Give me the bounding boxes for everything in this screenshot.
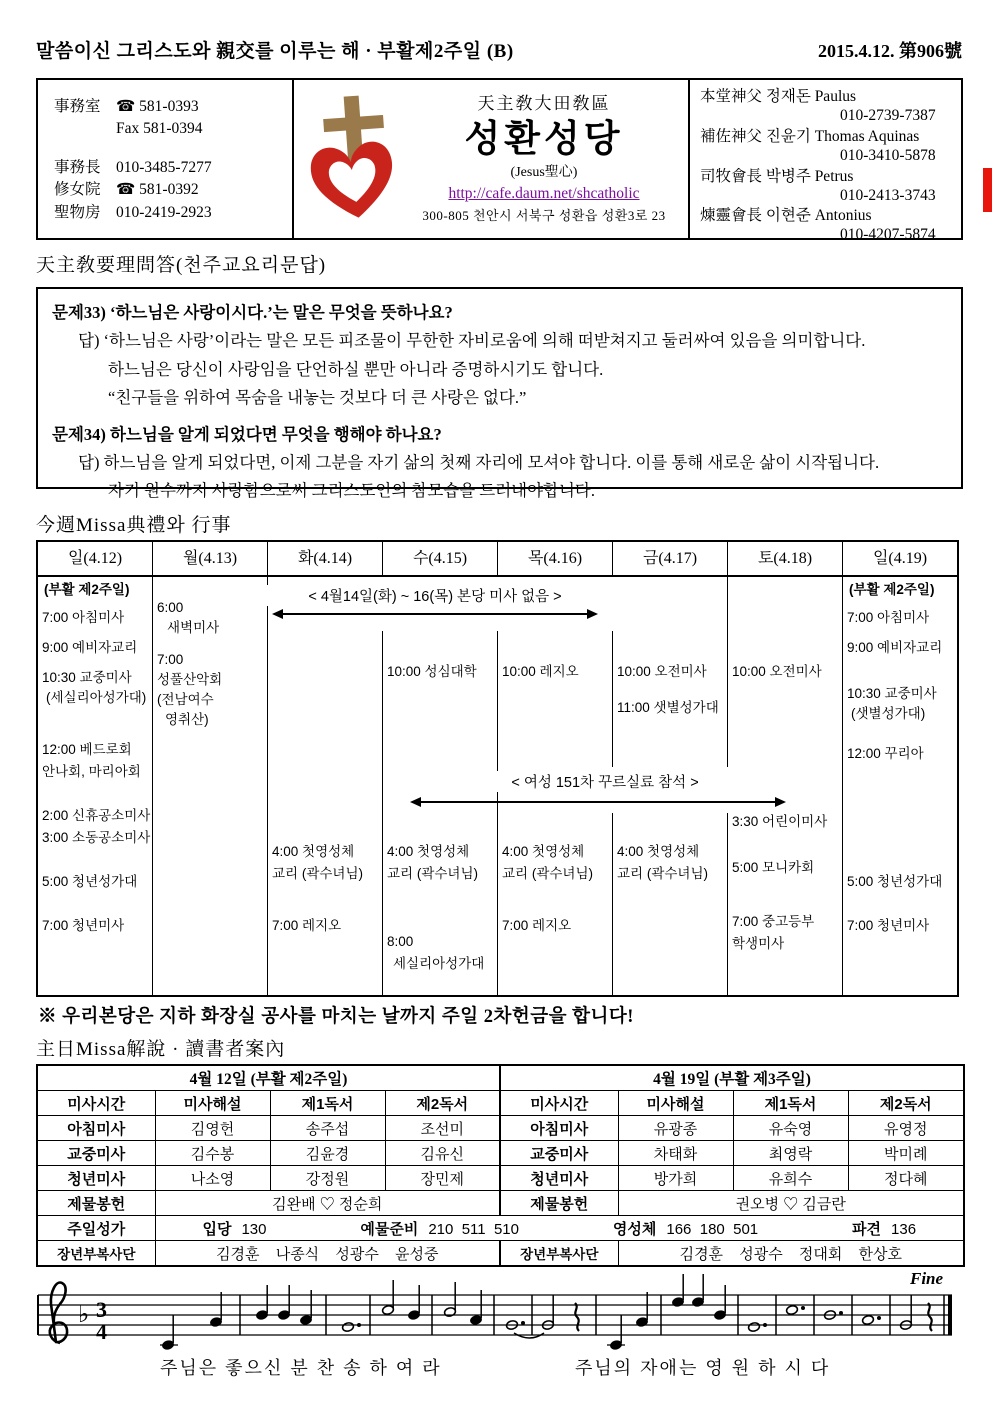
- roster-cell: 강정원: [270, 1166, 385, 1191]
- answer-33-quote: “친구들을 위하여 목숨을 내놓는 것보다 더 큰 사랑은 없다.”: [108, 388, 527, 408]
- roster-cell: 김유신: [385, 1141, 500, 1166]
- roster-cell: 유광종: [618, 1116, 733, 1141]
- contact-value: 010-3485-7277: [116, 158, 212, 176]
- time-signature-bottom: 4: [96, 1319, 107, 1344]
- roster-cell: 최영락: [733, 1141, 848, 1166]
- treble-clef-icon: [50, 1283, 67, 1343]
- contact-value: ☎ 581-0392: [116, 181, 199, 199]
- schedule-item: 9:00 예비자교리: [42, 640, 138, 655]
- contact-row: [54, 96, 286, 118]
- clergy-role: 補佐神父: [700, 127, 763, 145]
- col-header: 미사해설: [618, 1091, 733, 1116]
- mass-label: 교중미사: [500, 1141, 618, 1166]
- hymn-part-name: 입당: [202, 1220, 232, 1238]
- schedule-item: 7:00 청년미사: [42, 918, 125, 933]
- schedule-item: 세실리아성가대: [393, 956, 485, 971]
- cafe-url-link[interactable]: http://cafe.daum.net/shcatholic: [448, 185, 640, 203]
- schedule-item: 10:00 오전미사: [617, 664, 707, 679]
- clergy-entry: [700, 168, 957, 206]
- schedule-item: 4:00 첫영성체: [387, 844, 470, 859]
- question-34: 문제34) 하느님을 알게 되었다면 무엇을 행해야 하나요?: [52, 424, 442, 444]
- col-header: 미사해설: [155, 1091, 270, 1116]
- mass-label: 교중미사: [37, 1141, 155, 1166]
- clergy-name: 진윤기: [765, 127, 811, 145]
- schedule-item: 7:00 레지오: [502, 918, 572, 933]
- day-header: 일(4.19): [842, 542, 957, 575]
- contact-row: [54, 118, 286, 140]
- church-address: 300-805 천안시 서북구 성환읍 성환3로 23: [422, 208, 666, 224]
- lyrics-line-2: 주님의 자애는 영 원 하 시 다: [575, 1358, 831, 1378]
- schedule-item: 11:00 샛별성가대: [617, 700, 719, 715]
- table-row: [37, 1191, 964, 1216]
- mass-label: 아침미사: [500, 1116, 618, 1141]
- roster-cell: 박미례: [848, 1141, 964, 1166]
- clergy-phone: 010-2739-7387: [840, 106, 936, 124]
- diocese-name: 天主敎大田敎區: [477, 94, 611, 114]
- schedule-item: 3:00 소동공소미사: [42, 830, 151, 845]
- hymn-part-numbers: 166 180 501: [666, 1220, 759, 1238]
- catechism-section-title: 天主敎要理問答(천주교요리문답): [36, 255, 327, 276]
- schedule-item: 2:00 신휴공소미사: [42, 808, 151, 823]
- hymn-part-numbers: 130: [241, 1220, 267, 1238]
- table-row: [37, 1216, 964, 1241]
- col-header: 제2독서: [385, 1091, 500, 1116]
- roster-cell: 유숙영: [733, 1116, 848, 1141]
- staff-lines: [38, 1295, 952, 1335]
- clergy-list: [690, 80, 961, 244]
- schedule-item: 10:30 교중미사: [847, 686, 937, 701]
- clergy-entry: [700, 207, 957, 245]
- clergy-baptismal-name: Paulus: [814, 88, 857, 105]
- catechism-box: [36, 287, 963, 501]
- clergy-baptismal-name: Thomas Aquinas: [814, 127, 920, 145]
- day-header: 화(4.14): [267, 542, 382, 575]
- schedule-item: 교리 (곽수녀님): [502, 866, 593, 881]
- weekly-schedule-table: [36, 540, 959, 997]
- schedule-item: 10:00 성심대학: [387, 664, 477, 679]
- schedule-item: 7:00 중고등부: [732, 914, 815, 929]
- day-header: 금(4.17): [612, 542, 727, 575]
- schedule-item: (세실리아성가대): [46, 690, 147, 705]
- schedule-item: 10:00 오전미사: [732, 664, 822, 679]
- red-edge-marker: [983, 168, 992, 212]
- parish-info-box: [36, 78, 963, 244]
- page-header: [36, 36, 962, 63]
- schedule-item: 7:00: [157, 652, 184, 667]
- schedule-item: 영취산): [165, 712, 209, 727]
- schedule-item: 학생미사: [732, 936, 785, 951]
- servers-names: 김경훈 성광수 정대회 한상호: [618, 1241, 964, 1267]
- clergy-name: 이현준: [765, 207, 811, 225]
- contact-info: [38, 80, 294, 238]
- schedule-item: 10:30 교중미사: [42, 670, 132, 685]
- offering-label: 제물봉헌: [37, 1191, 155, 1216]
- hymns-label: 주일성가: [37, 1216, 155, 1241]
- contact-value: Fax 581-0394: [116, 120, 203, 138]
- hymn-part-name: 예물준비: [360, 1220, 419, 1238]
- col-header: 제1독서: [270, 1091, 385, 1116]
- schedule-item: (전남여수: [157, 692, 214, 707]
- day-column-sun19: [842, 577, 957, 995]
- roster-cell: 유영정: [848, 1116, 964, 1141]
- schedule-item: 12:00 꾸리아: [847, 746, 924, 761]
- schedule-item: (샛별성가대): [851, 706, 926, 721]
- day-column-mon: [152, 577, 267, 995]
- roster-cell: 김영헌: [155, 1116, 270, 1141]
- schedule-header-row: [36, 540, 959, 577]
- day-header: 목(4.16): [497, 542, 612, 575]
- second-offering-notice: ※ 우리본당은 지하 화장실 공사를 마치는 날까지 주일 2차헌금을 합니다!: [38, 1007, 634, 1027]
- schedule-item: 7:00 아침미사: [42, 610, 125, 625]
- clergy-baptismal-name: Petrus: [814, 167, 854, 185]
- roster-cell: 정다혜: [848, 1166, 964, 1191]
- roster-cell: 송주섭: [270, 1116, 385, 1141]
- lyrics-line-1: 주님은 좋으신 분 찬 송 하 여 라: [160, 1358, 442, 1378]
- contact-label: 事務長: [54, 158, 101, 176]
- contact-row: [54, 202, 286, 224]
- question-33: 문제33) ‘하느님은 사랑이시다.’는 말은 무엇을 뜻하나요?: [52, 303, 453, 322]
- contact-label: 修女院: [54, 181, 101, 199]
- mass-label: 청년미사: [500, 1166, 618, 1191]
- hymn-part-numbers: 210 511 510: [428, 1220, 519, 1238]
- answer-33-line1: 답) ‘하느님은 사랑’이라는 말은 모든 피조물이 무한한 자비로움에 의해 떠받쳐지고 둘러싸여 있음을 의미합니다.: [78, 331, 866, 351]
- clergy-entry: [700, 128, 957, 166]
- hymn-music-staff: [30, 1270, 965, 1398]
- no-mass-notice: < 4월14일(화) ~ 16(목) 본당 미사 없음 >: [262, 585, 608, 606]
- church-identity: [294, 80, 690, 238]
- contact-label: 事務室: [54, 98, 101, 115]
- schedule-item: 12:00 베드로회: [42, 742, 132, 757]
- clergy-role: 煉靈會長: [700, 207, 763, 225]
- roster-cell: 차태화: [618, 1141, 733, 1166]
- roster-title-right: 4월 19일 (부활 제3주일): [500, 1065, 964, 1091]
- day-column-tue: [267, 577, 382, 995]
- schedule-item: 9:00 예비자교리: [847, 640, 943, 655]
- schedule-item: 교리 (곽수녀님): [387, 866, 478, 881]
- fine-marking: Fine: [910, 1270, 944, 1288]
- contact-row: [54, 157, 286, 179]
- cursillo-arrow: [412, 801, 784, 803]
- clergy-baptismal-name: Antonius: [814, 207, 872, 225]
- clergy-phone: 010-2413-3743: [840, 186, 936, 204]
- offering-names: 김완배 ♡ 정순희: [155, 1191, 500, 1216]
- table-row: [37, 1241, 964, 1267]
- offering-names: 권오병 ♡ 김금란: [618, 1191, 964, 1216]
- contact-value: ☎ 581-0393: [116, 98, 199, 115]
- schedule-item: 안나회, 마리아회: [42, 764, 141, 779]
- clergy-role: 司牧會長: [700, 167, 763, 185]
- no-mass-arrow: [274, 613, 596, 615]
- time-signature-top: 3: [96, 1297, 107, 1322]
- roster-section-title: 主日Missa解說 · 讀書者案內: [36, 1039, 286, 1060]
- clergy-role: 本堂神父: [700, 88, 763, 105]
- schedule-item: 4:00 첫영성체: [502, 844, 585, 859]
- flat-sign: ♭: [78, 1300, 90, 1328]
- roster-cell: 유희수: [733, 1166, 848, 1191]
- hymn-numbers: [155, 1216, 964, 1241]
- schedule-item: 4:00 첫영성체: [272, 844, 355, 859]
- roster-cell: 장민제: [385, 1166, 500, 1191]
- hymn-part-numbers: 136: [891, 1220, 917, 1238]
- church-name-block: [406, 93, 688, 224]
- table-row: [37, 1166, 964, 1191]
- issue-date: 2015.4.12. 第906號: [818, 41, 962, 61]
- servers-label: 장년부복사단: [500, 1241, 618, 1267]
- schedule-item: 교리 (곽수녀님): [272, 866, 363, 881]
- church-subtitle: (Jesus聖心): [510, 164, 578, 180]
- day-header: 수(4.15): [382, 542, 497, 575]
- contact-row: [54, 179, 286, 201]
- mass-roster-table: [36, 1064, 965, 1267]
- schedule-item: 교리 (곽수녀님): [617, 866, 708, 881]
- table-row: [37, 1141, 964, 1166]
- day-column-sun12: [38, 577, 152, 995]
- schedule-item: 5:00 청년성가대: [42, 874, 138, 889]
- day-header: 일(4.12): [67, 550, 123, 567]
- clergy-name: 정재돈: [765, 88, 811, 105]
- musical-notes: [160, 1274, 952, 1350]
- roster-cell: 김윤경: [270, 1141, 385, 1166]
- servers-names: 김경훈 나종식 성광수 윤성중: [155, 1241, 500, 1267]
- col-header: 제2독서: [848, 1091, 964, 1116]
- hymn-part-name: 파견: [852, 1220, 882, 1238]
- col-header: 제1독서: [733, 1091, 848, 1116]
- day-header: 월(4.13): [152, 542, 267, 575]
- cursillo-notice: < 여성 151차 꾸르실료 참석 >: [480, 771, 730, 792]
- schedule-item: 성풀산악회: [157, 672, 223, 687]
- mass-label: 아침미사: [37, 1116, 155, 1141]
- roster-title-left: 4월 12일 (부활 제2주일): [37, 1065, 500, 1091]
- schedule-item: 7:00 청년미사: [847, 918, 930, 933]
- schedule-body: [36, 577, 959, 997]
- schedule-item: 4:00 첫영성체: [617, 844, 700, 859]
- schedule-item: 8:00: [387, 934, 414, 949]
- clergy-phone: 010-4207-5874: [840, 226, 936, 244]
- col-header: 미사시간: [37, 1091, 155, 1116]
- answer-34-line1: 답) 하느님을 알게 되었다면, 이제 그분을 자기 삶의 첫째 자리에 모셔야 합니다. 이를 통해 새로운 삶이 시작됩니다.: [78, 452, 880, 472]
- schedule-section-title: 今週Missa典禮와 行事: [36, 515, 232, 536]
- schedule-item: 7:00 레지오: [272, 918, 342, 933]
- roster-cell: 김수봉: [155, 1141, 270, 1166]
- contact-value: 010-2419-2923: [116, 203, 212, 221]
- schedule-item: 5:00 모니카회: [732, 860, 815, 875]
- clergy-entry: [700, 88, 957, 126]
- sacred-heart-cross-logo: [302, 90, 406, 228]
- bulletin-title: 말씀이신 그리스도와 親交를 이루는 해 · 부활제2주일 (B): [36, 41, 514, 62]
- table-row: [37, 1116, 964, 1141]
- servers-label: 장년부복사단: [37, 1241, 155, 1267]
- schedule-item: (부활 제2주일): [44, 582, 130, 597]
- day-header: 토(4.18): [727, 542, 842, 575]
- roster-cell: 나소영: [155, 1166, 270, 1191]
- schedule-item: 10:00 레지오: [502, 664, 579, 679]
- col-header: 미사시간: [500, 1091, 618, 1116]
- schedule-item: 3:30 어린이미사: [732, 814, 828, 829]
- schedule-item: 새벽미사: [167, 620, 220, 635]
- contact-label: 聖物房: [54, 203, 101, 221]
- clergy-name: 박병주: [765, 167, 811, 185]
- schedule-item: 5:00 청년성가대: [847, 874, 943, 889]
- roster-cell: 조선미: [385, 1116, 500, 1141]
- offering-label: 제물봉헌: [500, 1191, 618, 1216]
- answer-34-line2: 자기 원수까지 사랑함으로써 그리스도인의 참모습을 드러내야합니다.: [108, 481, 595, 501]
- roster-cell: 방가희: [618, 1166, 733, 1191]
- answer-33-line2: 하느님은 당신이 사랑임을 단언하실 뿐만 아니라 증명하시기도 합니다.: [108, 359, 604, 379]
- clergy-phone: 010-3410-5878: [840, 146, 936, 164]
- schedule-item: (부활 제2주일): [849, 582, 935, 597]
- church-name: 성환성당: [464, 118, 624, 160]
- mass-label: 청년미사: [37, 1166, 155, 1191]
- schedule-item: 6:00: [157, 600, 184, 615]
- hymn-part-name: 영성체: [612, 1220, 657, 1238]
- schedule-item: 7:00 아침미사: [847, 610, 930, 625]
- contact-label: [54, 118, 116, 140]
